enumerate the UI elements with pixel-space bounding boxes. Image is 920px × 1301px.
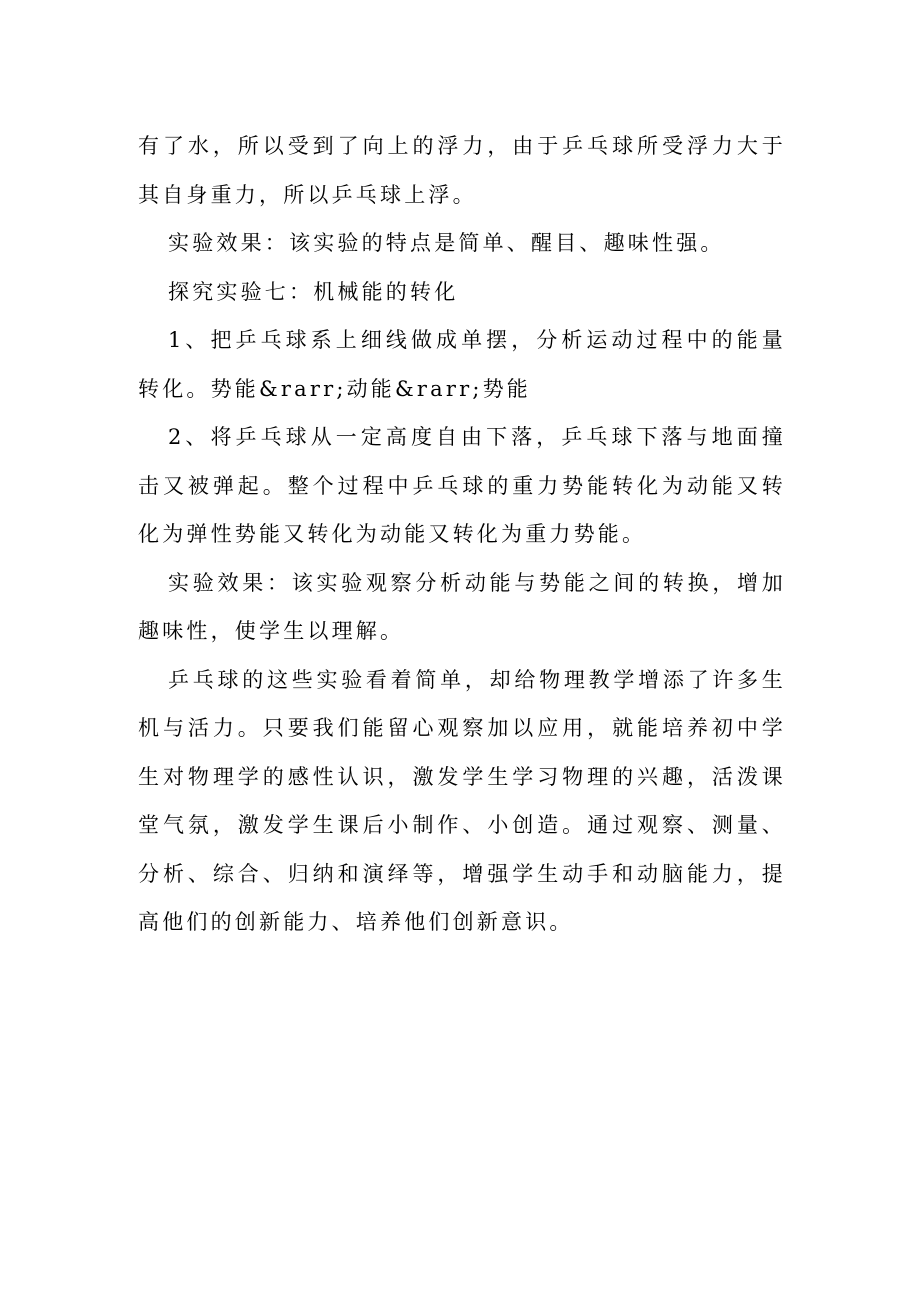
paragraph-step-1: 1、把乒乓球系上细线做成单摆，分析运动过程中的能量转化。势能&rarr;动能&rarr;势能 [138,328,786,401]
paragraph-effect-2: 实验效果：该实验观察分析动能与势能之间的转换，增加趣味性，使学生以理解。 [138,570,786,643]
paragraph-heading-experiment-7: 探究实验七：机械能的转化 [168,279,459,304]
paragraph-effect-1: 实验效果：该实验的特点是简单、醒目、趣味性强。 [168,231,725,255]
paragraph-step-2: 2、将乒乓球从一定高度自由下落，乒乓球下落与地面撞击又被弹起。整个过程中乒乓球的重力势能转化为动能又转化为弹性势能又转化为动能又转化为重力势能。 [138,425,786,546]
paragraph-conclusion: 乒乓球的这些实验看着简单，却给物理教学增添了许多生机与活力。只要我们能留心观察加以应用，就能培养初中学生对物理学的感性认识，激发学生学习物理的兴趣，活泼课堂气氛，激发学生课后小制作、小创造。通过观察、测量、分析、综合、归纳和演绎等，增强学生动手和动脑能力，提高他们的创新能力、培养他们创新意识。 [138,667,786,934]
paragraph-continuation: 有了水，所以受到了向上的浮力，由于乒乓球所受浮力大于其自身重力，所以乒乓球上浮。 [138,134,786,207]
document-body [138,122,786,947]
